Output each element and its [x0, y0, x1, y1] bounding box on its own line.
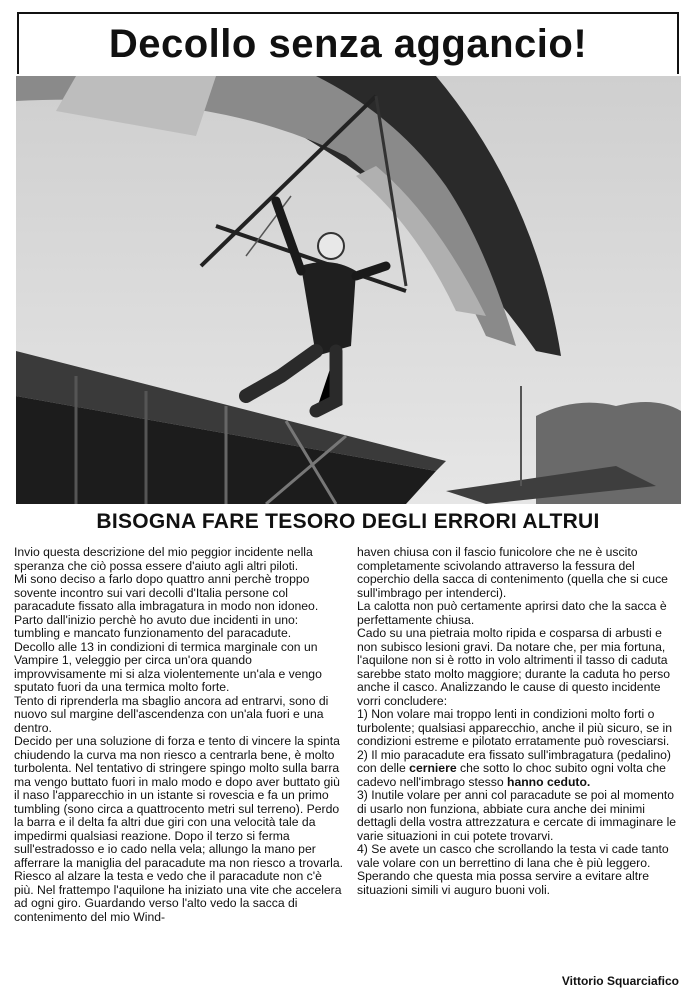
- paragraph: 1) Non volare mai troppo lenti in condizioni molto forti o turbolente; qualsiasi apparecchio, anche il più sicuro, se in condizioni estreme e pilotato erratamente può rovesciarsi.: [357, 707, 673, 748]
- paragraph: 4) Se avete un casco che scrollando la testa vi cade tanto vale volare con un berrettino di lana che è più leggero.: [357, 842, 669, 870]
- paragraph: [357, 749, 683, 790]
- article-title: Decollo senza aggancio!: [108, 21, 588, 66]
- text-run: 2) Il mio paracadute era fissato sull'imbragatura (pedalino) con delle: [357, 747, 671, 775]
- paragraph: Cado su una pietraia molto ripida e cosparsa di arbusti e non subisco lesioni gravi. Da notare che, per mia fortuna, l'aquilone non si è rotto in volo altrimenti il tasso di caduta sarebbe stato molto maggiore; durante la caduta ho perso anche il casco. Analizzando le cause di questo incidente vorri concludere:: [357, 626, 671, 708]
- text-run: che sotto lo choc subito ogni volta che cadevo nell'imbrago stesso: [357, 761, 666, 789]
- paragraph: La calotta non può certamente aprirsi dato che la sacca è perfettamente chiusa.: [357, 599, 667, 627]
- photo-illustration: [16, 76, 681, 504]
- title-box: [17, 12, 679, 74]
- paragraph: Parto dall'inizio perchè ho avuto due incidenti in uno: tumbling e mancato funzionamento del paracadute.: [14, 612, 299, 640]
- paragraph: Decollo alle 13 in condizioni di termica marginale con un Vampire 1, veleggio per circa un'ora quando improvvisamente mi si alza violentemente un'ala e vengo sputato fuori da una termica molto forte.: [14, 639, 322, 694]
- right-column: [357, 546, 683, 897]
- paragraph: Invio questa descrizione del mio peggior incidente nella speranza che ciò possa essere d'aiuto agli altri piloti.: [14, 545, 313, 573]
- left-column: [14, 546, 344, 924]
- paragraph: Tento di riprenderla ma sbaglio ancora ad entrarvi, sono di nuovo sul margine dell'ascendenza con un'ala fuori e una dentro.: [14, 693, 329, 735]
- paragraph: haven chiusa con il fascio funicolore che ne è uscito completamente scivolando attraverso la fessura del coperchio della sacca di contenimento (quella che si cuce sull'imbrago per intenderci).: [357, 545, 668, 600]
- bold-run: hanno ceduto.: [507, 774, 591, 789]
- author-signature: Vittorio Squarciafico: [561, 974, 679, 988]
- paragraph: Mi sono deciso a farlo dopo quattro anni perchè troppo sovente incontro sui vari decolli d'Italia persone col paracadute fissato alla imbragatura in modo non idoneo.: [14, 572, 319, 613]
- hang-glider-photo: [16, 76, 681, 504]
- paragraph: 3) Inutile volare per anni col paracadute se poi al momento di usarlo non funziona, abbiate cura anche dei minimi dettagli della vostra attrezzatura e cercate di immaginare le varie situazioni in cui potete trovarvi.: [357, 788, 677, 843]
- paragraph: Sperando che questa mia possa servire a evitare altre situazioni simili vi auguro buoni voli.: [357, 869, 649, 897]
- article-subtitle: BISOGNA FARE TESORO DEGLI ERRORI ALTRUI: [96, 510, 600, 533]
- bold-run: cerniere: [409, 761, 457, 775]
- paragraph: Riesco al alzare la testa e vedo che il paracadute non c'è più. Nel frattempo l'aquilone ha iniziato una vite che accelera ad ogni giro. Guardando verso l'alto vedo la sacca di contenimento del mio Wind-: [14, 869, 342, 924]
- paragraph: Decido per una soluzione di forza e tento di vincere la spinta chiudendo la curva ma non riesco a centrarla bene, è molto turbolenta. Nel tentativo di stringere spingo molto sulla barra ma vengo buttato fuori in malo modo e dopo aver buttato giù il naso l'apparecchio in un istante si rovescia e fa un primo tumbling (sono circa a quattrocento metri sul terreno). Perdo la barra e il delta fa altri due giri con una velocità tale da impedirmi qualsiasi reazione. Dopo il terzo si ferma sull'estradosso e io cado nella vela; allungo la mano per afferrare la maniglia del paracadute ma non riesco a trovarla.: [14, 734, 344, 870]
